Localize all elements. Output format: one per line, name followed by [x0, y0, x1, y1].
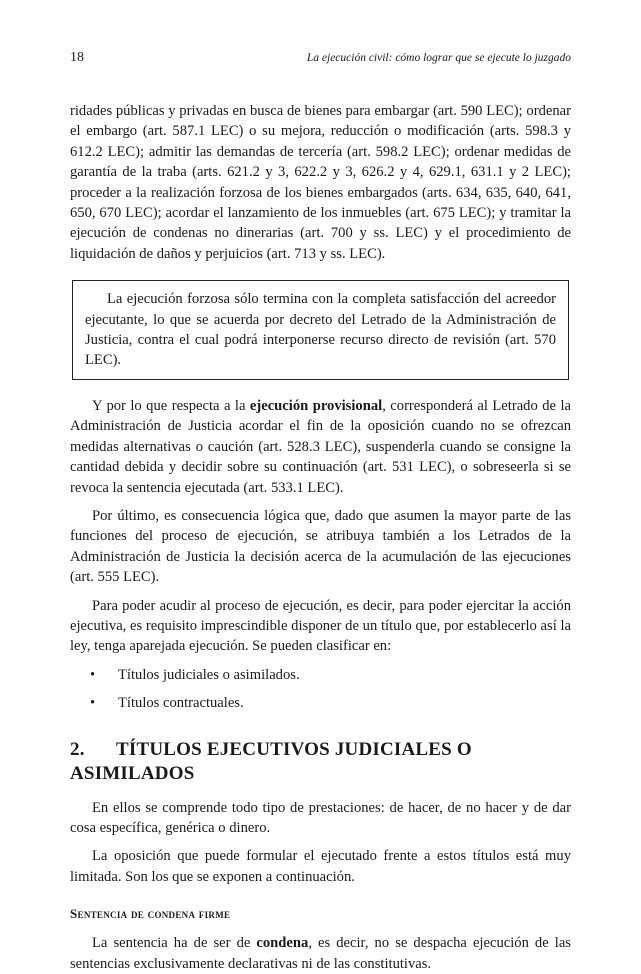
bold-term-condena: condena [256, 935, 309, 952]
paragraph-condena [70, 933, 571, 974]
paragraph-executive-titles: Para poder acudir al proceso de ejecución, es decir, para poder ejercitar la acción ejecutiva, es requisito imprescindible disponer de un título que, por establecerlo así la ley, tenga aparejada ejecución. Se pueden clasificar en: [70, 597, 571, 655]
page-number: 18 [70, 50, 84, 65]
paragraph-prestaciones: En ellos se comprende todo tipo de prestaciones: de hacer, de no hacer y de dar cosa específica, genérica o dinero. [70, 799, 571, 836]
running-title: La ejecución civil: cómo lograr que se ejecute lo juzgado [306, 52, 571, 64]
list-item-text: Títulos judiciales o asimilados. [118, 666, 300, 683]
paragraph-opposition: La oposición que puede formular el ejecutado frente a estos títulos está muy limitada. Son los que se exponen a continuación. [70, 848, 571, 885]
list-item-text: Títulos contractuales. [118, 695, 244, 712]
bullet-icon: • [90, 666, 96, 683]
bullet-icon: • [90, 695, 96, 712]
paragraph-provisional-execution-end: , corresponderá al Letrado de la Administración de Justicia acordar el fin de la oposición cuando no se ofrezcan medidas alternativas o caución (art. 528.3 LEC), suspenderla cuando se consigne la cantidad debida y decidir sobre su continuación (art. 531 LEC), o sobreseerla si se revoca la sentencia ejecutada (art. 533.1 LEC). [70, 397, 571, 496]
section-number: 2. [70, 738, 85, 760]
paragraph-accumulation: Por último, es consecuencia lógica que, dado que asumen la mayor parte de las funciones del proceso de ejecución, se atribuya también a los Letrados de la Administración de Justicia la decisión acerca de la acumulación de las ejecuciones (art. 555 LEC). [70, 507, 571, 586]
paragraph-provisional-execution [70, 396, 571, 498]
highlight-box-text: La ejecución forzosa sólo termina con la completa satisfacción del acreedor ejecutante, lo que se acuerda por decreto del Letrado de la Administración de Justicia, contra el cual podrá interponerse recurso directo de revisión (art. 570 LEC). [85, 291, 556, 369]
highlight-box [72, 280, 569, 380]
list-item [70, 665, 571, 685]
page-header [70, 50, 571, 70]
paragraph-condena-start: La sentencia ha de ser de [92, 935, 257, 952]
paragraph-condena-end: , es decir, no se despacha ejecución de las sentencias exclusivamente declarativas ni de las constitutivas. [70, 935, 571, 972]
list-item [70, 693, 571, 713]
section-heading [70, 738, 571, 786]
paragraph-continuation: ridades públicas y privadas en busca de bienes para embargar (art. 590 LEC); ordenar el embargo (art. 587.1 LEC) o su mejora, reducción o modificación (arts. 598.3 y 612.2 LEC); admitir las demandas de tercería (art. 598.2 LEC); ordenar medidas de garantía de la traba (arts. 621.2 y 3, 622.2 y 3, 626.2 y 4, 629.1, 631.1 y 2 LEC); proceder a la realización forzosa de los bienes embargados (arts. 634, 635, 640, 641, 650, 670 LEC); acordar el lanzamiento de los inmuebles (art. 675 LEC); y tramitar la ejecución de condenas no dinerarias (art. 700 y ss. LEC) y el procedimiento de liquidación de daños y perjuicios (art. 713 y ss. LEC). [70, 103, 571, 262]
page-body [70, 101, 571, 974]
subheading: Sentencia de condena firme [70, 906, 231, 922]
paragraph-provisional-execution-start: Y por lo que respecta a la [92, 397, 250, 414]
bold-term-provisional-execution: ejecución provisional [249, 397, 383, 414]
section-title: TÍTULOS EJECUTIVOS JUDICIALES O ASIMILADOS [70, 738, 472, 784]
titles-list [70, 665, 571, 714]
